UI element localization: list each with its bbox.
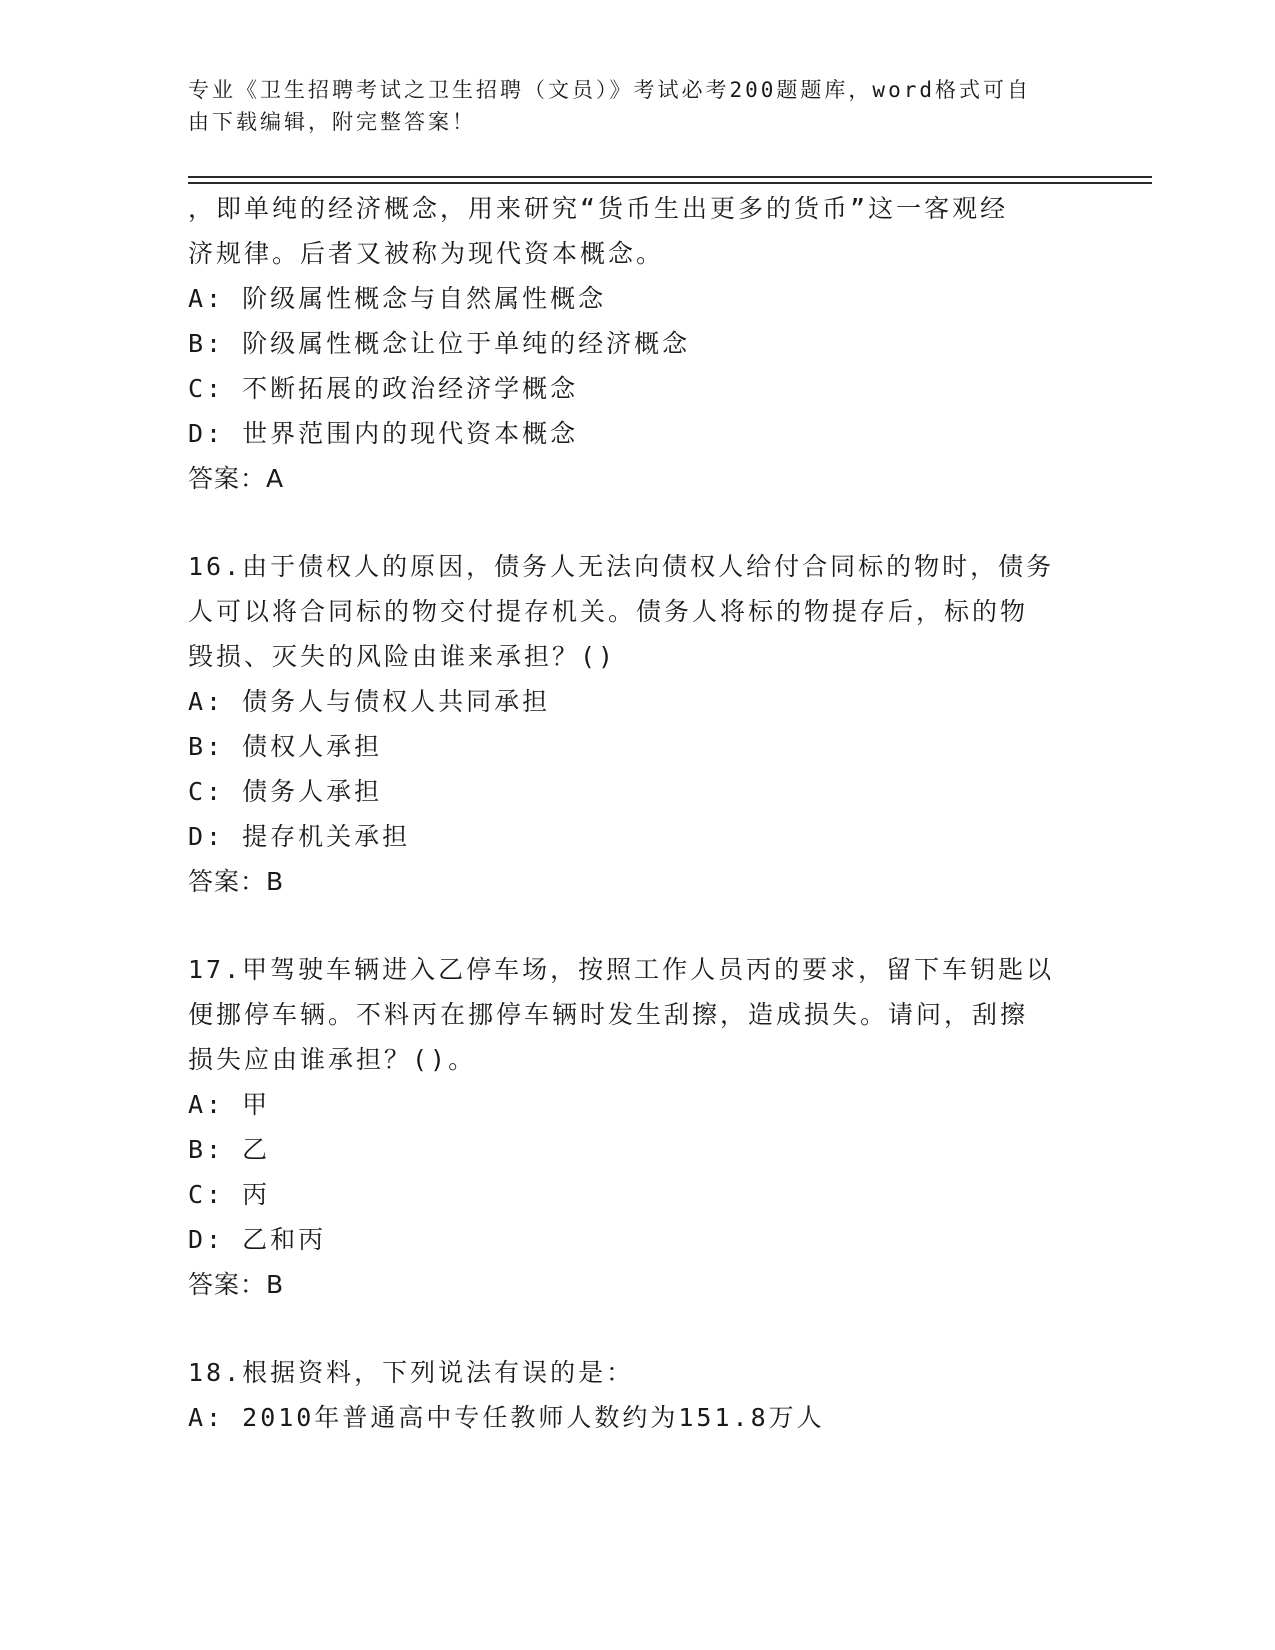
spacer: [188, 1307, 1088, 1350]
question-text-line: 毁损、灭失的风险由谁来承担？(): [188, 642, 617, 671]
question-list: [188, 186, 1088, 1440]
option-d: D: 乙和丙: [188, 1225, 327, 1254]
option-b: B: 乙: [188, 1135, 271, 1164]
option-d: D: 提存机关承担: [188, 822, 411, 851]
option-b: B: 阶级属性概念让位于单纯的经济概念: [188, 329, 691, 358]
answer-line: 答案：B: [188, 867, 285, 896]
header-rule-top: [188, 176, 1152, 178]
question-block-18: [188, 1350, 1088, 1440]
option-b: B: 债权人承担: [188, 732, 383, 761]
question-text-line: 便挪停车辆。不料丙在挪停车辆时发生刮擦，造成损失。请问，刮擦: [188, 1000, 1029, 1029]
question-text-line: 济规律。后者又被称为现代资本概念。: [188, 239, 665, 268]
spacer: [188, 904, 1088, 947]
question-text-line: 人可以将合同标的物交付提存机关。债务人将标的物提存后，标的物: [188, 597, 1029, 626]
option-a: A: 甲: [188, 1090, 271, 1119]
answer-line: 答案：A: [188, 464, 285, 493]
document-header: [188, 74, 1068, 138]
question-text-line: ，即单纯的经济概念，用来研究“货币生出更多的货币”这一客观经: [188, 194, 1009, 223]
question-block-17: [188, 947, 1088, 1307]
option-d: D: 世界范围内的现代资本概念: [188, 419, 579, 448]
option-a: A: 债务人与债权人共同承担: [188, 687, 551, 716]
option-c: C: 不断拓展的政治经济学概念: [188, 374, 579, 403]
option-c: C: 债务人承担: [188, 777, 383, 806]
question-text-line: 16.由于债权人的原因，债务人无法向债权人给付合同标的物时，债务: [188, 552, 1055, 581]
spacer: [188, 501, 1088, 544]
question-text-line: 17.甲驾驶车辆进入乙停车场，按照工作人员丙的要求，留下车钥匙以: [188, 955, 1055, 984]
option-a: A: 阶级属性概念与自然属性概念: [188, 284, 607, 313]
question-text-line: 损失应由谁承担？()。: [188, 1045, 477, 1074]
header-line-2: 由下载编辑，附完整答案！: [188, 110, 476, 134]
question-block-16: [188, 544, 1088, 904]
question-block-15: [188, 186, 1088, 501]
option-c: C: 丙: [188, 1180, 271, 1209]
header-rule-bottom: [188, 182, 1152, 184]
option-a: A: 2010年普通高中专任教师人数约为151.8万人: [188, 1403, 825, 1432]
question-text-line: 18.根据资料，下列说法有误的是：: [188, 1358, 635, 1387]
answer-line: 答案：B: [188, 1270, 285, 1299]
header-line-1: 专业《卫生招聘考试之卫生招聘（文员）》考试必考200题题库，word格式可自: [188, 78, 1031, 102]
